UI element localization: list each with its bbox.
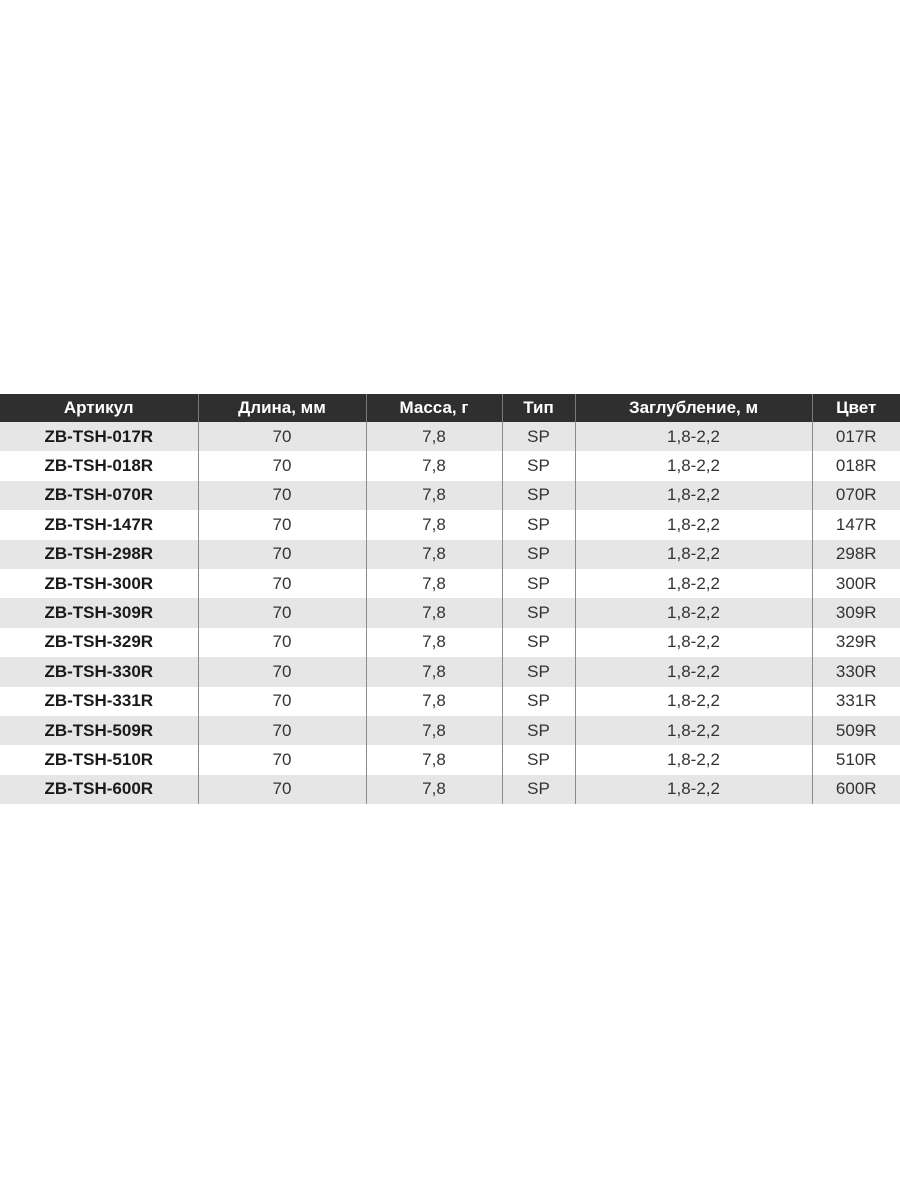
- cell-weight: 7,8: [366, 598, 502, 627]
- table-row: [0, 745, 900, 774]
- header-article: Артикул: [0, 394, 198, 422]
- spec-table: [0, 394, 900, 804]
- table-row: [0, 540, 900, 569]
- cell-type: SP: [502, 657, 575, 686]
- cell-weight: 7,8: [366, 628, 502, 657]
- cell-type: SP: [502, 745, 575, 774]
- cell-article: ZB-TSH-330R: [0, 657, 198, 686]
- cell-color: 600R: [812, 775, 900, 804]
- cell-depth: 1,8-2,2: [575, 481, 812, 510]
- cell-depth: 1,8-2,2: [575, 775, 812, 804]
- table-row: [0, 775, 900, 804]
- table-row: [0, 716, 900, 745]
- cell-weight: 7,8: [366, 569, 502, 598]
- cell-color: 147R: [812, 510, 900, 539]
- table-row: [0, 598, 900, 627]
- cell-depth: 1,8-2,2: [575, 451, 812, 480]
- cell-depth: 1,8-2,2: [575, 598, 812, 627]
- cell-length: 70: [198, 628, 366, 657]
- cell-weight: 7,8: [366, 775, 502, 804]
- table-row: [0, 422, 900, 451]
- cell-color: 309R: [812, 598, 900, 627]
- table-header: [0, 394, 900, 422]
- cell-depth: 1,8-2,2: [575, 569, 812, 598]
- cell-type: SP: [502, 540, 575, 569]
- cell-article: ZB-TSH-510R: [0, 745, 198, 774]
- table-row: [0, 569, 900, 598]
- cell-weight: 7,8: [366, 716, 502, 745]
- cell-weight: 7,8: [366, 481, 502, 510]
- cell-article: ZB-TSH-070R: [0, 481, 198, 510]
- cell-article: ZB-TSH-017R: [0, 422, 198, 451]
- cell-color: 329R: [812, 628, 900, 657]
- cell-article: ZB-TSH-018R: [0, 451, 198, 480]
- cell-color: 018R: [812, 451, 900, 480]
- cell-color: 298R: [812, 540, 900, 569]
- cell-article: ZB-TSH-331R: [0, 687, 198, 716]
- cell-type: SP: [502, 422, 575, 451]
- cell-depth: 1,8-2,2: [575, 540, 812, 569]
- cell-length: 70: [198, 510, 366, 539]
- cell-article: ZB-TSH-147R: [0, 510, 198, 539]
- table-row: [0, 657, 900, 686]
- cell-article: ZB-TSH-329R: [0, 628, 198, 657]
- cell-depth: 1,8-2,2: [575, 716, 812, 745]
- cell-type: SP: [502, 775, 575, 804]
- table-row: [0, 481, 900, 510]
- cell-color: 509R: [812, 716, 900, 745]
- cell-type: SP: [502, 628, 575, 657]
- cell-depth: 1,8-2,2: [575, 422, 812, 451]
- header-depth: Заглубление, м: [575, 394, 812, 422]
- cell-depth: 1,8-2,2: [575, 657, 812, 686]
- cell-depth: 1,8-2,2: [575, 687, 812, 716]
- cell-depth: 1,8-2,2: [575, 628, 812, 657]
- cell-color: 330R: [812, 657, 900, 686]
- cell-weight: 7,8: [366, 687, 502, 716]
- header-weight: Масса, г: [366, 394, 502, 422]
- header-color: Цвет: [812, 394, 900, 422]
- cell-article: ZB-TSH-300R: [0, 569, 198, 598]
- header-row: [0, 394, 900, 422]
- cell-length: 70: [198, 598, 366, 627]
- cell-length: 70: [198, 687, 366, 716]
- table-row: [0, 687, 900, 716]
- cell-length: 70: [198, 716, 366, 745]
- cell-weight: 7,8: [366, 657, 502, 686]
- cell-article: ZB-TSH-509R: [0, 716, 198, 745]
- cell-type: SP: [502, 481, 575, 510]
- cell-type: SP: [502, 569, 575, 598]
- cell-depth: 1,8-2,2: [575, 745, 812, 774]
- cell-type: SP: [502, 687, 575, 716]
- cell-color: 331R: [812, 687, 900, 716]
- cell-length: 70: [198, 745, 366, 774]
- cell-color: 017R: [812, 422, 900, 451]
- cell-article: ZB-TSH-600R: [0, 775, 198, 804]
- cell-color: 510R: [812, 745, 900, 774]
- cell-weight: 7,8: [366, 422, 502, 451]
- cell-length: 70: [198, 481, 366, 510]
- cell-length: 70: [198, 422, 366, 451]
- table-body: [0, 422, 900, 804]
- cell-weight: 7,8: [366, 451, 502, 480]
- table-row: [0, 628, 900, 657]
- cell-type: SP: [502, 598, 575, 627]
- cell-length: 70: [198, 451, 366, 480]
- cell-length: 70: [198, 569, 366, 598]
- spec-table-container: [0, 394, 900, 804]
- cell-article: ZB-TSH-309R: [0, 598, 198, 627]
- table-row: [0, 510, 900, 539]
- header-length: Длина, мм: [198, 394, 366, 422]
- cell-weight: 7,8: [366, 745, 502, 774]
- cell-weight: 7,8: [366, 540, 502, 569]
- cell-length: 70: [198, 657, 366, 686]
- cell-type: SP: [502, 716, 575, 745]
- cell-length: 70: [198, 540, 366, 569]
- cell-weight: 7,8: [366, 510, 502, 539]
- header-type: Тип: [502, 394, 575, 422]
- cell-type: SP: [502, 451, 575, 480]
- cell-article: ZB-TSH-298R: [0, 540, 198, 569]
- cell-length: 70: [198, 775, 366, 804]
- cell-depth: 1,8-2,2: [575, 510, 812, 539]
- cell-color: 070R: [812, 481, 900, 510]
- cell-color: 300R: [812, 569, 900, 598]
- cell-type: SP: [502, 510, 575, 539]
- table-row: [0, 451, 900, 480]
